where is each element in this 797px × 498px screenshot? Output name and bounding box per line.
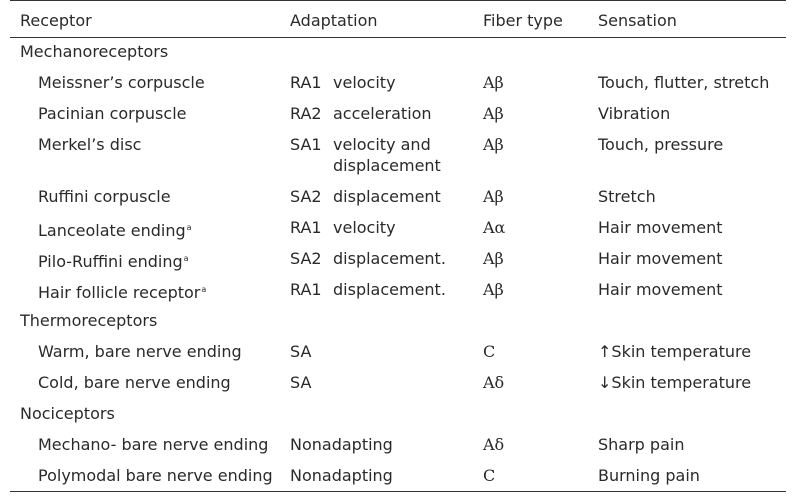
fiber-type: Aβ (483, 280, 504, 299)
adaptation-desc: velocity and (333, 135, 431, 154)
receptor-name: Meissner’s corpuscle (38, 73, 205, 92)
group-title-thermoreceptors: Thermoreceptors (20, 311, 158, 330)
sensation: Sharp pain (598, 435, 685, 454)
fiber-type: Aδ (483, 373, 505, 392)
fiber-type: C (483, 342, 496, 361)
footnote-marker: a (201, 285, 207, 294)
adaptation-desc: acceleration (333, 104, 432, 123)
sensation: Hair movement (598, 249, 723, 268)
receptor-name: Cold, bare nerve ending (38, 373, 231, 392)
group-title-mechanoreceptors: Mechanoreceptors (20, 42, 169, 61)
adaptation-code: SA (290, 342, 312, 361)
fiber-type: Aβ (483, 104, 504, 123)
adaptation-code: Nonadapting (290, 435, 393, 454)
adaptation-code: SA2 (290, 187, 322, 206)
group-title-nociceptors: Nociceptors (20, 404, 115, 423)
sensation: Stretch (598, 187, 656, 206)
sensation: Touch, flutter, stretch (598, 73, 770, 92)
adaptation-code: SA1 (290, 135, 322, 154)
sensation: Hair movement (598, 280, 723, 299)
header-adaptation: Adaptation (290, 11, 378, 30)
fiber-type: Aβ (483, 135, 504, 154)
adaptation-code: RA2 (290, 104, 322, 123)
adaptation-code: RA1 (290, 280, 322, 299)
receptor-name: Pilo-Ruffini ending$^a$ (38, 252, 189, 271)
receptor-name: Polymodal bare nerve ending (38, 466, 273, 485)
adaptation-code: SA2 (290, 249, 322, 268)
adaptation-code: Nonadapting (290, 466, 393, 485)
receptor-name: Merkel’s disc (38, 135, 142, 154)
fiber-type: Aδ (483, 435, 505, 454)
adaptation-desc: displacement. (333, 280, 446, 299)
adaptation-code: RA1 (290, 218, 322, 237)
adaptation-desc-line2: displacement (333, 156, 441, 175)
adaptation-code: RA1 (290, 73, 322, 92)
bottom-rule (10, 491, 786, 492)
sensation: Hair movement (598, 218, 723, 237)
receptor-name: Lanceolate ending$^a$ (38, 221, 192, 240)
receptor-name: Ruffini corpuscle (38, 187, 171, 206)
sensation: Touch, pressure (598, 135, 724, 154)
fiber-type: Aβ (483, 187, 504, 206)
header-sensation: Sensation (598, 11, 677, 30)
receptor-name: Pacinian corpuscle (38, 104, 187, 123)
header-receptor: Receptor (20, 11, 92, 30)
footnote-marker: a (186, 223, 192, 232)
receptor-name: Hair follicle receptor$^a$ (38, 283, 207, 302)
fiber-type: Aβ (483, 249, 504, 268)
adaptation-desc: displacement. (333, 249, 446, 268)
adaptation-code: SA (290, 373, 312, 392)
fiber-type: C (483, 466, 496, 485)
fiber-type: Aβ (483, 73, 504, 92)
adaptation-desc: velocity (333, 73, 396, 92)
top-rule (10, 0, 786, 1)
sensation: Burning pain (598, 466, 700, 485)
adaptation-desc: velocity (333, 218, 396, 237)
adaptation-desc: displacement (333, 187, 441, 206)
fiber-type: Aα (483, 218, 506, 237)
header-rule (10, 37, 786, 38)
header-fiber-type: Fiber type (483, 11, 563, 30)
receptor-name: Warm, bare nerve ending (38, 342, 242, 361)
footnote-marker: a (183, 254, 189, 263)
sensation: ↓Skin temperature (598, 373, 752, 392)
sensation: Vibration (598, 104, 671, 123)
sensation: ↑Skin temperature (598, 342, 752, 361)
receptor-name: Mechano- bare nerve ending (38, 435, 269, 454)
